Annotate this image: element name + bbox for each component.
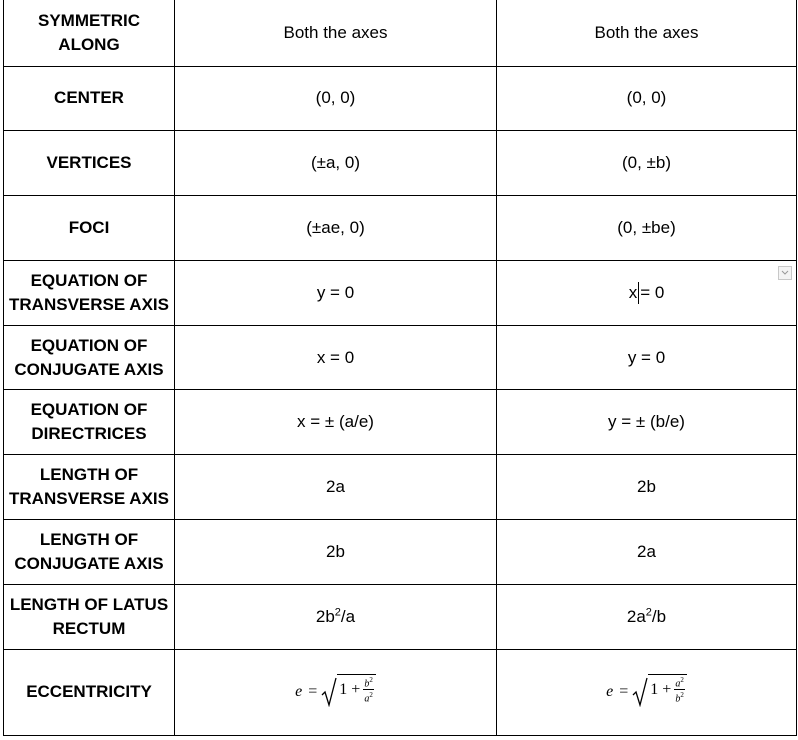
table-row bbox=[4, 520, 797, 585]
radical-sign-icon bbox=[632, 677, 648, 707]
exponent: 2 bbox=[369, 675, 373, 684]
chevron-down-icon[interactable] bbox=[778, 266, 792, 280]
cell-col3[interactable] bbox=[497, 260, 797, 325]
formula-var: b bbox=[364, 678, 370, 690]
exponent: 2 bbox=[645, 606, 652, 619]
table-row bbox=[4, 66, 797, 131]
row-label-line: CONJUGATE AXIS bbox=[14, 553, 164, 573]
formula-text: 1 + bbox=[650, 680, 672, 698]
radicand bbox=[337, 674, 376, 705]
row-label: CENTER bbox=[4, 66, 175, 131]
cell-text: 2a bbox=[626, 606, 646, 626]
cell-col2: 2a bbox=[175, 455, 497, 520]
fraction-numerator bbox=[363, 675, 374, 690]
table-row bbox=[4, 455, 797, 520]
fraction-numerator bbox=[674, 675, 685, 690]
row-label bbox=[4, 390, 175, 455]
cell-col3: (0, ±b) bbox=[497, 131, 797, 196]
fraction bbox=[363, 675, 374, 705]
cell-text: = 0 bbox=[640, 282, 665, 302]
table-row bbox=[4, 390, 797, 455]
cell-col3: Both the axes bbox=[497, 0, 797, 66]
table-row bbox=[4, 649, 797, 735]
row-label-line: ALONG bbox=[58, 34, 120, 54]
cell-col2 bbox=[175, 649, 497, 735]
row-label-line: EQUATION OF bbox=[30, 335, 148, 355]
cell-col3 bbox=[497, 649, 797, 735]
row-label-line: DIRECTRICES bbox=[31, 424, 147, 444]
row-label bbox=[4, 260, 175, 325]
formula-equals: = bbox=[619, 683, 629, 701]
cell-text: /a bbox=[340, 606, 356, 626]
formula-var: b bbox=[675, 693, 681, 705]
row-label bbox=[4, 520, 175, 585]
formula-var: a bbox=[364, 693, 370, 705]
table-row bbox=[4, 260, 797, 325]
row-label bbox=[4, 455, 175, 520]
row-label-line: LENGTH OF bbox=[39, 465, 139, 485]
cell-col2: Both the axes bbox=[175, 0, 497, 66]
row-label bbox=[4, 0, 175, 66]
table-row bbox=[4, 196, 797, 261]
cell-col3: (0, ±be) bbox=[497, 196, 797, 261]
table-row bbox=[4, 131, 797, 196]
cell-text: /b bbox=[651, 606, 667, 626]
exponent: 2 bbox=[334, 606, 341, 619]
cell-col2: (±a, 0) bbox=[175, 131, 497, 196]
cell-col2: (±ae, 0) bbox=[175, 196, 497, 261]
radical-sign-icon bbox=[321, 677, 337, 707]
row-label: VERTICES bbox=[4, 131, 175, 196]
exponent: 2 bbox=[680, 691, 684, 700]
formula-equals: = bbox=[308, 683, 318, 701]
square-root bbox=[321, 677, 376, 707]
eccentricity-formula bbox=[606, 677, 687, 707]
row-label-line: LENGTH OF bbox=[39, 529, 139, 549]
cell-col3: y = ± (b/e) bbox=[497, 390, 797, 455]
cell-col3: 2b bbox=[497, 455, 797, 520]
row-label-line: RECTUM bbox=[52, 618, 126, 638]
cell-col3 bbox=[497, 584, 797, 649]
fraction bbox=[674, 675, 685, 705]
cell-col3: y = 0 bbox=[497, 325, 797, 390]
row-label: ECCENTRICITY bbox=[4, 649, 175, 735]
exponent: 2 bbox=[680, 675, 684, 684]
row-label-line: LENGTH OF LATUS bbox=[9, 594, 169, 614]
exponent: 2 bbox=[369, 691, 373, 700]
chevron-down-glyph bbox=[781, 270, 789, 276]
row-label-line: CONJUGATE AXIS bbox=[14, 359, 164, 379]
cell-col2: 2b bbox=[175, 520, 497, 585]
row-label-line: TRANSVERSE AXIS bbox=[9, 294, 169, 314]
table-row bbox=[4, 325, 797, 390]
row-label-line: TRANSVERSE AXIS bbox=[9, 489, 169, 509]
radicand bbox=[648, 674, 687, 705]
table-row bbox=[4, 0, 797, 66]
formula-var: e bbox=[295, 683, 303, 701]
row-label-line: EQUATION OF bbox=[30, 270, 148, 290]
cell-col3: (0, 0) bbox=[497, 66, 797, 131]
table-row bbox=[4, 584, 797, 649]
fraction-denominator bbox=[674, 690, 685, 704]
row-label bbox=[4, 584, 175, 649]
cell-col2 bbox=[175, 584, 497, 649]
fraction-denominator bbox=[363, 690, 374, 704]
cell-text: x bbox=[628, 282, 638, 302]
eccentricity-formula bbox=[295, 677, 376, 707]
cell-col2: y = 0 bbox=[175, 260, 497, 325]
cell-text: 2b bbox=[315, 606, 335, 626]
cell-col2: (0, 0) bbox=[175, 66, 497, 131]
row-label: FOCI bbox=[4, 196, 175, 261]
square-root bbox=[632, 677, 687, 707]
formula-var: a bbox=[675, 678, 681, 690]
cell-col3: 2a bbox=[497, 520, 797, 585]
cell-col2: x = 0 bbox=[175, 325, 497, 390]
cell-col2: x = ± (a/e) bbox=[175, 390, 497, 455]
row-label bbox=[4, 325, 175, 390]
formula-var: e bbox=[606, 683, 614, 701]
row-label-line: EQUATION OF bbox=[30, 400, 148, 420]
formula-text: 1 + bbox=[339, 680, 361, 698]
row-label-line: SYMMETRIC bbox=[38, 10, 140, 30]
properties-table bbox=[3, 0, 797, 736]
